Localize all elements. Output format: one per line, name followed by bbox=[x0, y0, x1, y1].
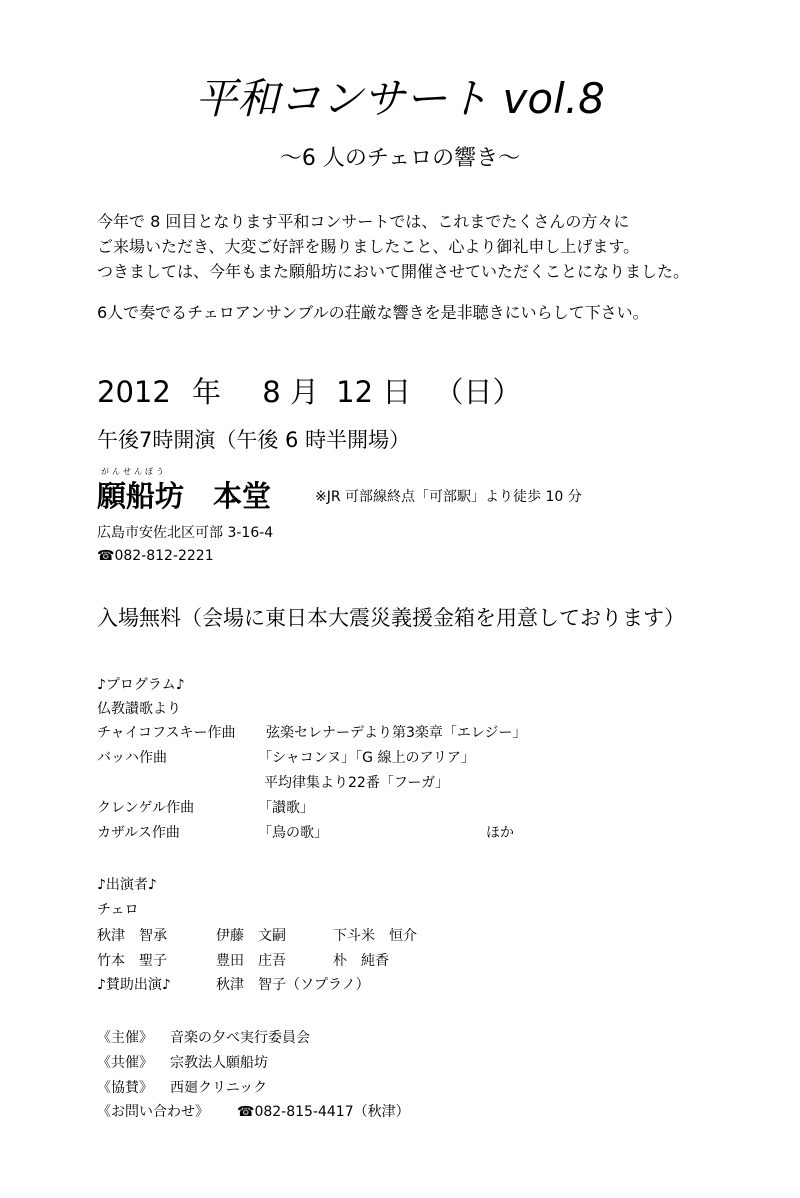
venue-name: 願船坊 本堂 bbox=[97, 479, 272, 513]
performer-name: 朴 純香 bbox=[333, 953, 389, 969]
program-composer: クレンゲル作曲 bbox=[97, 800, 195, 816]
venue-ruby: がんせんぼう bbox=[101, 467, 167, 476]
date-day: 12 bbox=[336, 375, 374, 409]
date-month-unit: 月 bbox=[289, 375, 319, 409]
performer-name: 下斗米 恒介 bbox=[333, 928, 417, 944]
page-subtitle: 〜6 人のチェロの響き〜 bbox=[279, 146, 521, 171]
performer-name: 竹本 聖子 bbox=[97, 953, 167, 969]
performer-name: 伊藤 文嗣 bbox=[216, 928, 286, 944]
program-work: 平均律集より22番「フーガ」 bbox=[264, 775, 450, 791]
page-title: 平和コンサート vol.8 bbox=[195, 74, 605, 123]
date-day-unit: 日 bbox=[382, 375, 412, 409]
credit-value: 宗教法人願船坊 bbox=[170, 1055, 268, 1071]
credit-label: 《協賛》 bbox=[97, 1080, 153, 1096]
credit-value: ☎082-815-4417（秋津） bbox=[237, 1104, 410, 1120]
performer-name: 秋津 智承 bbox=[97, 928, 167, 944]
admission-note: 入場無料（会場に東日本大震災義援金箱を用意しております） bbox=[97, 606, 685, 630]
intro-line: つきましては、今年もまた願船坊において開催させていただくことになりました。 bbox=[97, 262, 690, 281]
program-composer: チャイコフスキー作曲 bbox=[97, 725, 236, 741]
program-extra: ほか bbox=[486, 825, 514, 841]
guest-performer: 秋津 智子（ソプラノ） bbox=[216, 977, 370, 993]
date-year: 2012 bbox=[97, 375, 171, 409]
venue-phone: ☎082-812-2221 bbox=[97, 548, 214, 564]
program-composer: バッハ作曲 bbox=[97, 750, 167, 766]
venue-access: ※JR 可部線終点「可部駅」より徒歩 10 分 bbox=[315, 489, 582, 505]
credit-value: 西廻クリニック bbox=[170, 1080, 268, 1096]
program-composer: カザルス作曲 bbox=[97, 825, 180, 841]
date-year-unit: 年 bbox=[192, 375, 222, 409]
program-work: 「シャコンヌ」「G 線上のアリア」 bbox=[258, 750, 475, 766]
program-heading: ♪プログラム♪ bbox=[97, 677, 185, 693]
credit-label: 《お問い合わせ》 bbox=[97, 1104, 209, 1120]
program-composer: 仏教讃歌より bbox=[97, 701, 181, 717]
intro-line: ご来場いただき、大変ご好評を賜りましたこと、心より御礼申し上げます。 bbox=[97, 237, 640, 256]
performers-heading: ♪出演者♪ bbox=[97, 877, 157, 893]
intro-line: 今年で 8 回目となります平和コンサートでは、これまでたくさんの方々に bbox=[97, 212, 630, 231]
performer-name: 豊田 庄吾 bbox=[216, 953, 286, 969]
credit-label: 《共催》 bbox=[97, 1055, 153, 1071]
event-date bbox=[97, 372, 522, 412]
credit-label: 《主催》 bbox=[97, 1030, 153, 1046]
guest-label: ♪賛助出演♪ bbox=[97, 977, 171, 993]
program-work: 「鳥の歌」 bbox=[258, 825, 328, 841]
date-month: 8 bbox=[262, 375, 281, 409]
venue-address: 広島市安佐北区可部 3-16-4 bbox=[97, 525, 274, 541]
date-weekday: （日） bbox=[434, 375, 522, 409]
event-time: 午後7時開演（午後 6 時半開場） bbox=[97, 428, 411, 452]
performers-instrument: チェロ bbox=[97, 902, 139, 918]
program-work: 弦楽セレナーデより第3楽章「エレジー」 bbox=[266, 725, 527, 741]
intro-line: 6人で奏でるチェロアンサンブルの荘厳な響きを是非聴きにいらして下さい。 bbox=[97, 303, 649, 322]
program-work: 「讃歌」 bbox=[258, 800, 314, 816]
credit-value: 音楽の夕べ実行委員会 bbox=[170, 1030, 310, 1046]
